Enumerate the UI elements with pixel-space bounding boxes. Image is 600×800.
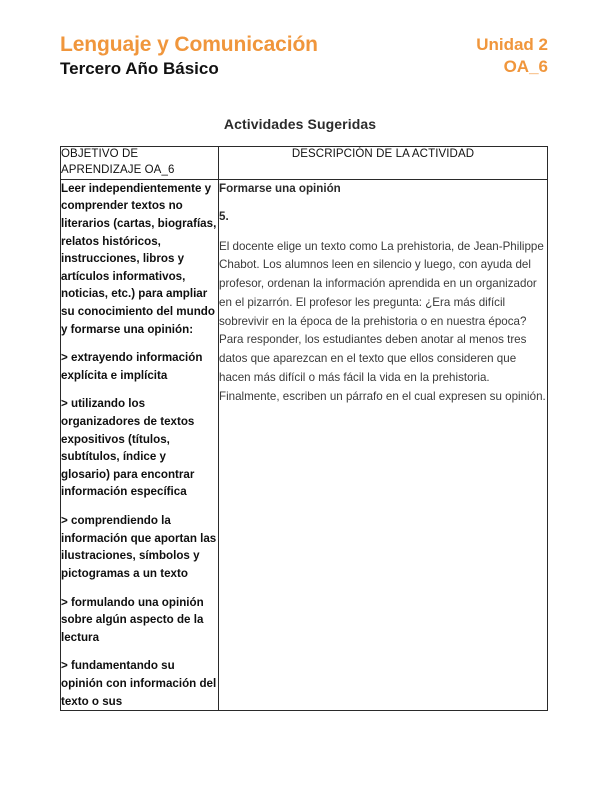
activity-number: 5. [219, 210, 229, 224]
activities-table [60, 146, 548, 711]
activity-body-text: El docente elige un texto como La prehistoria, de Jean-Philippe Chabot. Los alumnos leen en silencio y luego, con ayuda del profesor, ordenan la información aprendida en un organizador en el pizarrón. El profesor les pregunta: ¿Era más difícil sobrevivir en la época de la prehistoria o en nuestra época? Para responder, los estudiantes deben anotar al menos tres datos que aparezcan en el texto que ellos consideren que hacen más difícil o más fácil la vida en la prehistoria. Finalmente, escriben un párrafo en el cual expresen su opinión. [219, 239, 546, 403]
header-right-group [476, 32, 548, 78]
objective-bullet-ilustraciones: > comprendiendo la información que aportan las ilustraciones, símbolos y pictogramas a un texto [61, 514, 217, 580]
page-header [60, 32, 548, 80]
table-row [61, 179, 548, 710]
subject-title: Lenguaje y Comunicación [60, 33, 318, 56]
objective-bullet-opinion: > formulando una opinión sobre algún aspecto de la lectura [61, 595, 204, 644]
header-left-group [60, 32, 318, 80]
objective-cell [61, 179, 219, 710]
activity-heading: Formarse una opinión [219, 181, 341, 195]
objective-bullet-fundamentando: > fundamentando su opinión con información del texto o sus [61, 659, 217, 708]
objective-bullet-organizadores: > utilizando los organizadores de textos expositivos (títulos, subtítulos, índice y glosario) para encontrar información específica [61, 397, 195, 499]
page-title: Actividades Sugeridas [223, 116, 377, 132]
oa-code-label: OA_6 [503, 57, 548, 77]
unit-label: Unidad 2 [476, 35, 548, 54]
grade-level-title: Tercero Año Básico [60, 58, 219, 78]
table-header-row [61, 147, 548, 180]
column-header-description: DESCRIPCIÓN DE LA ACTIVIDAD [219, 147, 548, 180]
objective-bullet-extraer: > extrayendo información explícita e implícita [61, 351, 203, 382]
objective-paragraph: Leer independientemente y comprender textos no literarios (cartas, biografías, relatos históricos, instrucciones, libros y artículos informativos, noticias, etc.) para ampliar su conocimiento del mundo y formarse una opinión: [61, 181, 217, 336]
column-header-objective: OBJETIVO DE APRENDIZAJE OA_6 [61, 147, 219, 180]
description-cell [219, 179, 548, 710]
